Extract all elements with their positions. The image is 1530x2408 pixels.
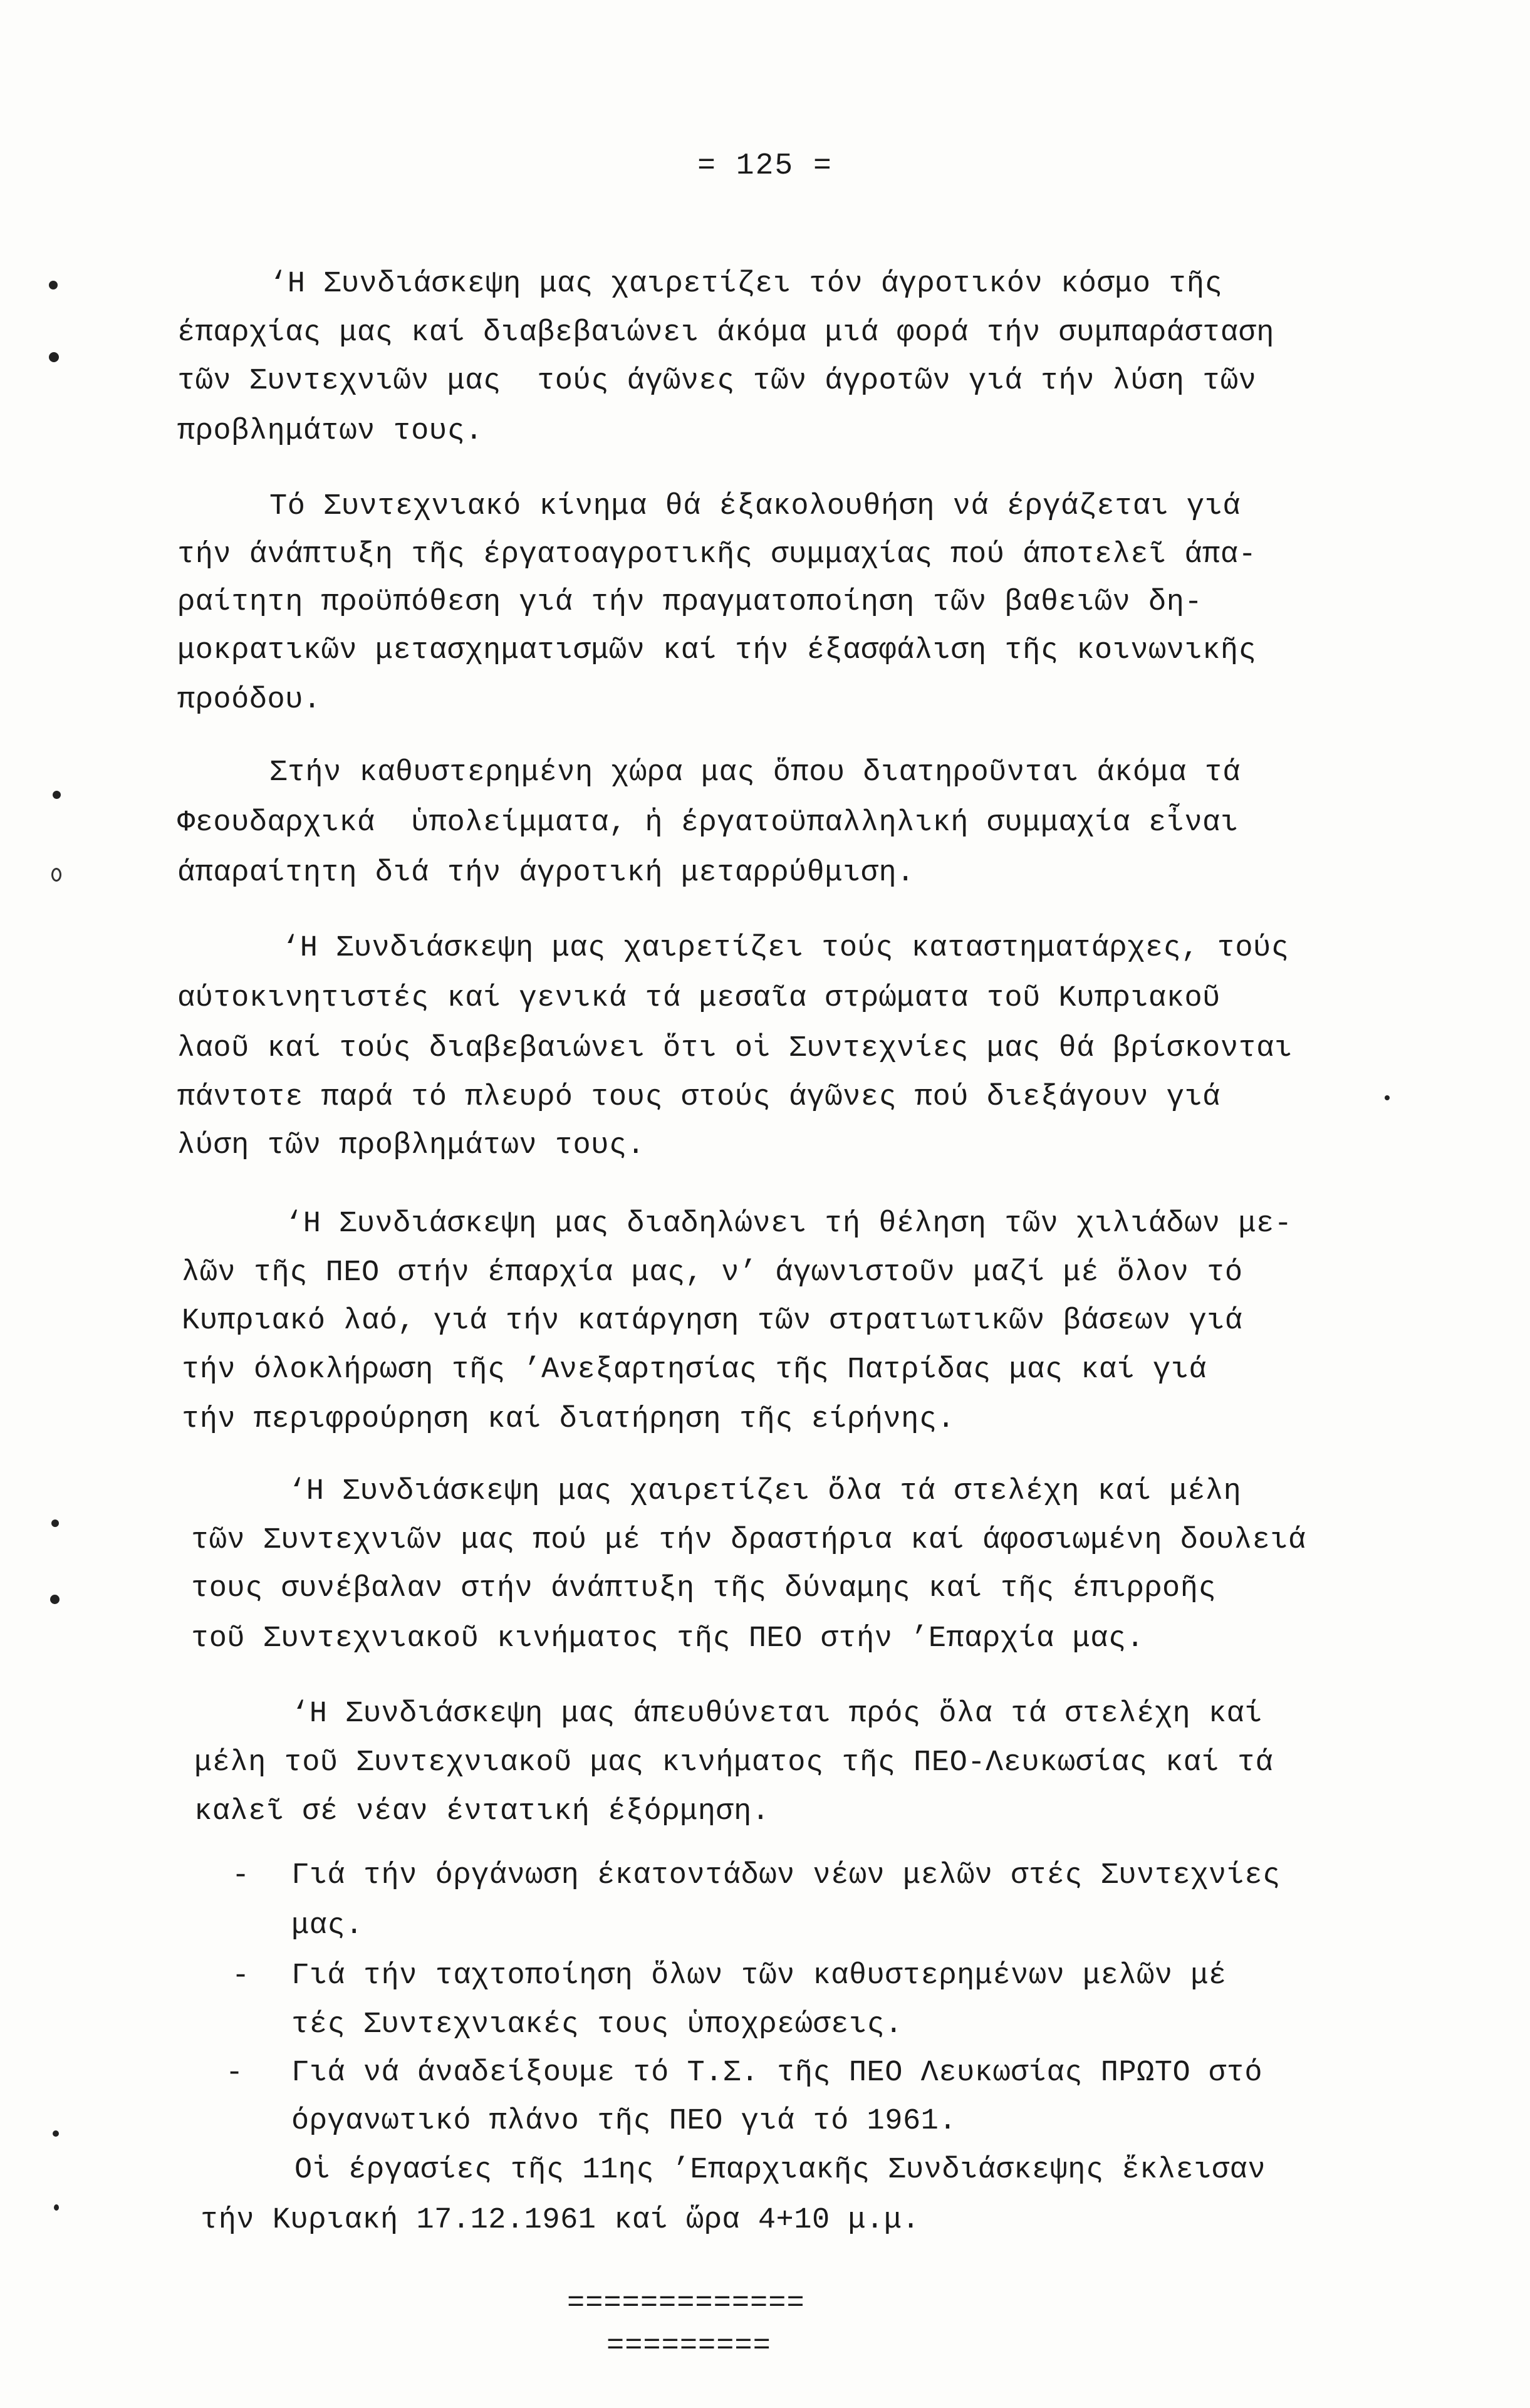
paragraph-4-line-3: λαοῦ καί τούς διαβεβαιώνει ὅτι οἱ Συντεχνίες μας θά βρίσκονται [177,1032,1293,1065]
paragraph-7-line-1: ‘Η Συνδιάσκεψη μας άπευθύνεται πρός ὅλα τά στελέχη καί [291,1697,1263,1731]
list-item-3-line-1: Γιά νά άναδείξουμε τό Τ.Σ. τῆς ΠΕΟ Λευκωσίας ΠΡΩΤΟ στό [291,2056,1263,2090]
paragraph-2-line-1: Τό Συντεχνιακό κίνημα θά έξακολουθήση νά έργάζεται γιά [269,490,1241,523]
paragraph-6-line-4: τοῦ Συντεχνιακοῦ κινήματος τῆς ΠΕΟ στήν ’Επαρχία μας. [191,1622,1145,1655]
paragraph-1-line-2: έπαρχίας μας καί διαβεβαιώνει άκόμα μιά φορά τήν συμπαράσταση [177,316,1274,350]
paragraph-1-line-4: προβλημάτων τους. [177,415,483,448]
paragraph-7-line-2: μέλη τοῦ Συντεχνιακοῦ μας κινήματος τῆς ΠΕΟ-Λευκωσίας καί τά [194,1746,1274,1780]
paragraph-6-line-1: ‘Η Συνδιάσκεψη μας χαιρετίζει ὅλα τά στελέχη καί μέλη [288,1475,1242,1508]
closing-line-1: Οἱ έργασίες τῆς 11ης ’Επαρχιακῆς Συνδιάσκεψης ἔκλεισαν [294,2154,1266,2187]
paragraph-6-line-2: τῶν Συντεχνιῶν μας πού μέ τήν δραστήρια καί άφοσιωμένη δουλειά [191,1524,1306,1557]
list-item-1-line-1: Γιά τήν όργάνωση έκατοντάδων νέων μελῶν στές Συντεχνίες [291,1859,1281,1892]
paragraph-1-line-1: ‘Η Συνδιάσκεψη μας χαιρετίζει τόν άγροτικόν κόσμο τῆς [269,268,1223,301]
paragraph-2-line-5: προόδου. [177,684,321,717]
paragraph-3-line-3: άπαραίτητη διά τήν άγροτική μεταρρύθμιση. [177,857,915,890]
paragraph-4-line-5: λύση τῶν προβλημάτων τους. [177,1129,645,1162]
scan-speck [49,352,59,362]
scan-speck [53,791,61,799]
paragraph-7-line-3: καλεῖ σέ νέαν έντατική έξόρμηση. [194,1795,770,1828]
paragraph-5-line-5: τήν περιφρούρηση καί διατήρηση τῆς είρήνης. [182,1403,955,1436]
list-dash-3: - [226,2056,244,2090]
scan-speck [53,2130,59,2137]
closing-line-2: τήν Κυριακή 17.12.1961 καί ὥρα 4+10 μ.μ. [200,2204,920,2237]
page-number: = 125 = [697,149,833,183]
paragraph-2-line-3: ραίτητη προϋπόθεση γιά τήν πραγματοποίηση τῶν βαθειῶν δη- [177,586,1203,619]
list-item-2-line-1: Γιά τήν ταχτοποίηση ὅλων τῶν καθυστερημένων μελῶν μέ [291,1959,1227,1993]
closing-rule-2: ========= [606,2330,771,2363]
paragraph-2-line-2: τήν άνάπτυξη τῆς έργατοαγροτικῆς συμμαχίας πού άποτελεῖ άπα- [177,538,1257,571]
scan-speck [54,2204,59,2211]
paragraph-4-line-1: ‘Η Συνδιάσκεψη μας χαιρετίζει τούς καταστηματάρχες, τούς [282,932,1289,965]
scan-speck [1385,1095,1390,1100]
paragraph-5-line-4: τήν όλοκλήρωση τῆς ’Ανεξαρτησίας τῆς Πατρίδας μας καί γιά [182,1353,1207,1387]
scan-speck [51,868,61,882]
paragraph-4-line-2: αύτοκινητιστές καί γενικά τά μεσαῖα στρώματα τοῦ Κυπριακοῦ [177,982,1220,1015]
list-item-1-line-2: μας. [291,1909,363,1942]
list-item-3-line-2: όργανωτικό πλάνο τῆς ΠΕΟ γιά τό 1961. [291,2105,957,2138]
list-dash-1: - [232,1859,250,1892]
closing-rule-1: ============= [567,2287,805,2320]
paragraph-5-line-3: Κυπριακό λαό, γιά τήν κατάργηση τῶν στρατιωτικῶν βάσεων γιά [182,1305,1243,1338]
scan-speck [51,1519,59,1527]
paragraph-2-line-4: μοκρατικῶν μετασχηματισμῶν καί τήν έξασφάλιση τῆς κοινωνικῆς [177,634,1257,667]
paragraph-6-line-3: τους συνέβαλαν στήν άνάπτυξη τῆς δύναμης καί τῆς έπιρροῆς [191,1572,1217,1605]
list-dash-2: - [232,1959,250,1993]
paragraph-1-line-3: τῶν Συντεχνιῶν μας τούς άγῶνες τῶν άγροτῶν γιά τήν λύση τῶν [177,365,1257,398]
scan-speck [50,1595,60,1604]
scan-speck [49,281,58,289]
paragraph-5-line-2: λῶν τῆς ΠΕΟ στήν έπαρχία μας, ν’ άγωνιστοῦν μαζί μέ ὅλον τό [182,1256,1243,1290]
paragraph-3-line-1: Στήν καθυστερημένη χώρα μας ὅπου διατηροῦνται άκόμα τά [269,756,1241,790]
list-item-2-line-2: τές Συντεχνιακές τους ὑποχρεώσεις. [291,2008,903,2041]
paragraph-4-line-4: πάντοτε παρά τό πλευρό τους στούς άγῶνες πού διεξάγουν γιά [177,1081,1220,1114]
paragraph-5-line-1: ‘Η Συνδιάσκεψη μας διαδηλώνει τή θέληση τῶν χιλιάδων με- [285,1207,1293,1241]
paragraph-3-line-2: Φεουδαρχικά ὑπολείμματα, ἡ έργατοϋπαλληλική συμμαχία εἶναι [177,806,1239,840]
